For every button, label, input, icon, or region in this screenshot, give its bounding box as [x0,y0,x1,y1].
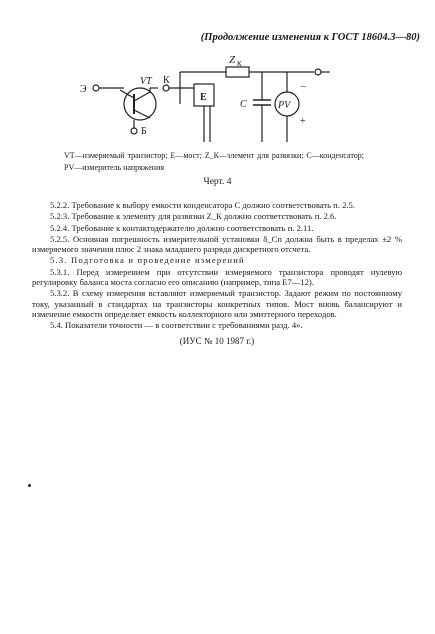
figure-label: Черт. 4 [203,177,232,187]
zk-resistor [226,67,249,77]
paragraph-5-2-2: 5.2.2. Требование к выбору емкости конденсатора С должно соответствовать п. 2.5. [50,200,355,210]
paragraph-5-2-4: 5.2.4. Требование к контактодержателю должно соответствовать п. 2.11. [50,222,314,233]
label-capacitor: C [240,99,247,110]
page-header: (Продолжение изменения к ГОСТ 18604.3—80) [200,32,420,43]
label-k-term: К [163,75,170,86]
label-zk: Z [229,54,236,66]
transistor-emitter [120,90,134,98]
base-terminal [131,128,137,134]
transistor-body [124,88,156,120]
paragraph-5-3-2: 5.3.2. В схему измерения вставляют измеряемый транзистор. Задают режим по постоянному току, указанный в стандартах на транзисторы конкретных типов. Мост вновь балансируют и изменение емкости определяет емкость коллекторного или эмиттерного переходов. [32,288,402,319]
label-minus: − [300,81,307,93]
label-e-term: Э [80,84,87,95]
label-voltmeter: PV [278,100,291,111]
label-b-term: Б [141,126,147,137]
ius-reference: (ИУС № 10 1987 г.) [179,335,255,346]
body-text [32,200,402,346]
emitter-terminal [93,85,99,91]
paragraph-5-4: 5.4. Показатели точности — в соответствии с требованиями разд. 4». [50,320,303,331]
transistor-lower-leg [134,110,150,118]
paragraph-5-2-3: 5.2.3. Требование к элементу для развязки Z_К должно соответствовать п. 2.6. [50,211,337,222]
section-5-3-heading: 5.3. Подготовка и проведение измерений [50,255,245,266]
stray-dot [28,484,31,487]
output-terminal-top [315,69,321,75]
label-vt: VT [140,76,152,87]
measurement-circuit-diagram [0,0,435,150]
label-zk-sub: К [237,60,242,68]
label-bridge: E [200,92,207,103]
label-plus: + [300,116,306,127]
figure-caption: VT—измеряемый транзистор; Е—мост; Z_К—элемент для развязки; С—конденсатор; PV—измеритель напряжения [64,151,364,172]
paragraph-5-3-1: 5.3.1. Перед измерением при отсутствии измеряемого транзистора проводят нулевую регулировку баланса моста согласно его описанию (например, типа Е7—12). [32,266,402,288]
paragraph-5-2-5: 5.2.5. Основная погрешность измерительной установки δ_Сп должна быть в пределах ±2 % измеряемого значения плюс 2 знака младшего разряда дискретного отсчета. [32,233,402,255]
transistor-collector-leg [134,92,150,101]
